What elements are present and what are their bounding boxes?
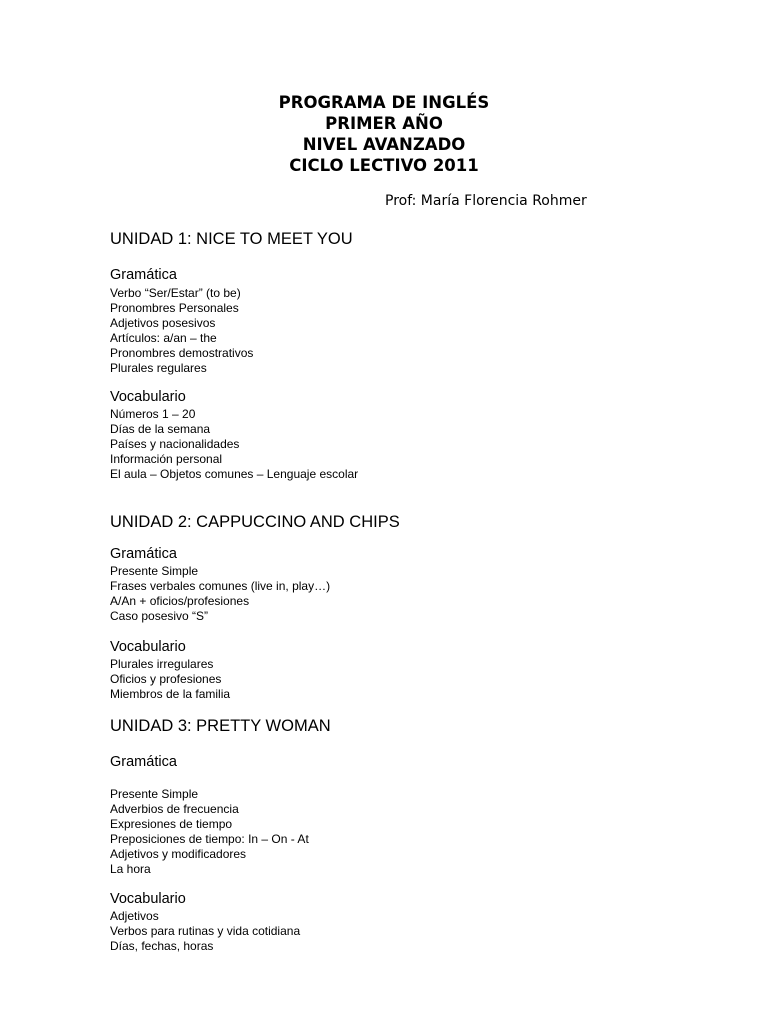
unit-1-vocab-heading: Vocabulario xyxy=(110,389,186,405)
list-item: Preposiciones de tiempo: In – On - At xyxy=(110,832,309,846)
unit-3-vocab-heading: Vocabulario xyxy=(110,891,186,907)
unit-3-grammar-heading: Gramática xyxy=(110,754,177,770)
list-item: Adverbios de frecuencia xyxy=(110,802,239,816)
unit-2-vocab-heading: Vocabulario xyxy=(110,639,186,655)
list-item: Días de la semana xyxy=(110,422,211,436)
list-item: Expresiones de tiempo xyxy=(110,817,233,831)
list-item: Información personal xyxy=(110,452,223,466)
list-item: Países y nacionalidades xyxy=(110,437,240,451)
list-item: Miembros de la familia xyxy=(110,687,231,701)
list-item: Verbos para rutinas y vida cotidiana xyxy=(110,924,301,938)
professor-name: Prof: María Florencia Rohmer xyxy=(385,193,587,209)
list-item: El aula – Objetos comunes – Lenguaje escolar xyxy=(110,467,359,481)
list-item: Plurales irregulares xyxy=(110,657,214,671)
unit-1-vocab-list xyxy=(110,407,358,482)
list-item: Oficios y profesiones xyxy=(110,672,222,686)
list-item: La hora xyxy=(110,862,151,876)
list-item: Caso posesivo “S” xyxy=(110,609,209,623)
title-line: NIVEL AVANZADO xyxy=(302,135,466,154)
list-item: Números 1 – 20 xyxy=(110,407,196,421)
unit-1-grammar-list xyxy=(110,286,253,376)
unit-1-title: UNIDAD 1: NICE TO MEET YOU xyxy=(110,230,353,248)
list-item: A/An + oficios/profesiones xyxy=(110,594,250,608)
list-item: Adjetivos posesivos xyxy=(110,316,216,330)
list-item: Presente Simple xyxy=(110,787,199,801)
unit-2-title: UNIDAD 2: CAPPUCCINO AND CHIPS xyxy=(110,513,400,531)
unit-3-grammar-list xyxy=(110,787,309,877)
list-item: Pronombres demostrativos xyxy=(110,346,254,360)
list-item: Adjetivos y modificadores xyxy=(110,847,247,861)
list-item: Artículos: a/an – the xyxy=(110,331,217,345)
list-item: Frases verbales comunes (live in, play…) xyxy=(110,579,331,593)
list-item: Días, fechas, horas xyxy=(110,939,214,953)
unit-3-vocab-list xyxy=(110,909,300,954)
title-line: PRIMER AÑO xyxy=(325,114,443,133)
list-item: Pronombres Personales xyxy=(110,301,239,315)
unit-2-vocab-list xyxy=(110,657,230,702)
document-title xyxy=(0,92,768,176)
list-item: Adjetivos xyxy=(110,909,159,923)
list-item: Plurales regulares xyxy=(110,361,207,375)
list-item: Presente Simple xyxy=(110,564,199,578)
list-item: Verbo “Ser/Estar” (to be) xyxy=(110,286,241,300)
unit-1-grammar-heading: Gramática xyxy=(110,267,177,283)
unit-2-grammar-heading: Gramática xyxy=(110,546,177,562)
title-line: CICLO LECTIVO 2011 xyxy=(289,156,479,175)
unit-3-title: UNIDAD 3: PRETTY WOMAN xyxy=(110,717,331,735)
unit-2-grammar-list xyxy=(110,564,330,624)
title-line: PROGRAMA DE INGLÉS xyxy=(278,93,490,112)
